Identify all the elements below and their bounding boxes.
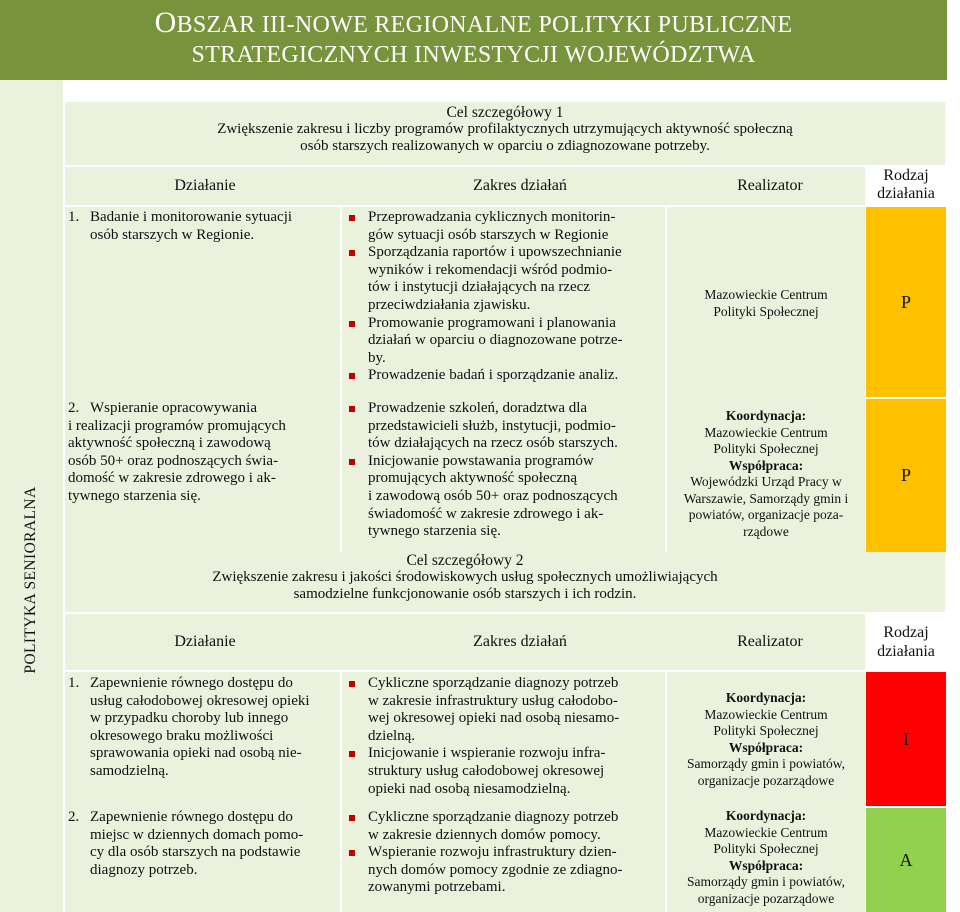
bullet-line: Przeprowadzania cyklicznych monitorin- bbox=[368, 209, 616, 225]
bullet-line: opieki nad osobą niesamodzielną. bbox=[368, 780, 571, 797]
bullet-item bbox=[346, 315, 664, 368]
bullet-line: Cykliczne sporządzanie diagnozy potrzeb bbox=[368, 675, 619, 691]
realizator-line: Samorządy gmin i powiatów, bbox=[686, 874, 846, 889]
col-rodzaj-2-line1: Rodzaj bbox=[883, 624, 929, 641]
cel1-row2-realizator bbox=[668, 408, 864, 540]
action-number: 1. bbox=[68, 675, 80, 691]
realizator-line: Polityki Społecznej bbox=[713, 841, 819, 856]
bullet-line: Promowanie programowani i planowania bbox=[368, 314, 616, 331]
bullet-line: promujących aktywność społeczną bbox=[368, 470, 578, 487]
bullet-line: nych domów pomocy zgodnie ze zdiagno- bbox=[368, 861, 623, 878]
cel1-row1-action bbox=[68, 209, 338, 244]
bullet-line: przedstawicieli służb, instytucji, podmio- bbox=[368, 417, 616, 434]
cel1-line-1: Zwiększenie zakresu i liczby programów profilaktycznych utrzymujących aktywność społeczną bbox=[217, 121, 793, 137]
action-line: Wspieranie opracowywania bbox=[90, 400, 258, 416]
action-line: i realizacji programów promujących bbox=[68, 417, 286, 434]
realizator-line: Warszawie, Samorządy gmin i bbox=[683, 490, 849, 506]
action-line: osób starszych w Regionie. bbox=[90, 226, 255, 243]
realizator-line: powiatów, organizacje poza- bbox=[688, 507, 844, 522]
action-line: domość w zakresie zdrowego i ak- bbox=[68, 470, 276, 487]
divider bbox=[665, 672, 667, 912]
action-line: Zapewnienie równego dostępu do bbox=[90, 809, 293, 825]
realizator-line: Mazowieckie Centrum bbox=[704, 287, 828, 302]
col-rodzaj-1-line2: działania bbox=[877, 185, 935, 202]
bullet-line: Prowadzenie szkoleń, doradztwa dla bbox=[368, 400, 588, 416]
rodzaj-value: I bbox=[903, 728, 909, 749]
bullet-line: tywnego starzenia się. bbox=[368, 523, 501, 540]
bullet-line: struktury usług całodobowej okresowej bbox=[368, 762, 605, 779]
action-number: 2. bbox=[68, 809, 80, 825]
realizator-line: Polityki Społecznej bbox=[713, 303, 819, 319]
bullet-line: Wspieranie rozwoju infrastruktury dzien- bbox=[368, 844, 617, 861]
rodzaj-badge bbox=[866, 399, 946, 552]
divider bbox=[340, 672, 342, 912]
bullet-line: tów i instytucji działających na rzecz bbox=[368, 279, 590, 296]
bullet-item bbox=[346, 244, 664, 314]
cel2-row1-action bbox=[68, 675, 338, 781]
rodzaj-value: A bbox=[899, 849, 913, 870]
realizator-line: Polityki Społecznej bbox=[713, 723, 819, 738]
wspolpraca-label: Współpraca: bbox=[728, 457, 804, 473]
side-label: POLITYKA SENIORALNA bbox=[22, 486, 39, 674]
col-dzialanie-2: Działanie bbox=[174, 633, 236, 650]
cel2-row2-zakres bbox=[346, 809, 664, 897]
bullet-item bbox=[346, 745, 664, 798]
bullet-item bbox=[346, 400, 664, 453]
realizator-line: Mazowieckie Centrum bbox=[704, 424, 828, 440]
action-line: sprawowania opieki nad osobą nie- bbox=[90, 745, 302, 762]
bullet-line: Inicjowanie powstawania programów bbox=[368, 452, 594, 469]
cel2-band bbox=[65, 552, 945, 612]
cel1-row2-zakres bbox=[346, 400, 664, 541]
cel1-band bbox=[65, 102, 945, 165]
rodzaj-badge bbox=[866, 672, 946, 806]
realizator-line: rządowe bbox=[743, 523, 789, 539]
action-line: osób 50+ oraz podnoszących świa- bbox=[68, 452, 279, 469]
bullet-item bbox=[346, 844, 664, 897]
cel1-line-2: osób starszych realizowanych w oparciu o zdiagnozowane potrzeby. bbox=[300, 138, 710, 154]
rodzaj-badge bbox=[866, 808, 946, 912]
col-rodzaj-1 bbox=[866, 167, 946, 205]
action-line: w przypadku choroby lub innego bbox=[90, 710, 289, 727]
bullet-line: Sporządzania raportów i upowszechnianie bbox=[368, 244, 622, 261]
col-zakres-2: Zakres działań bbox=[473, 633, 567, 650]
bullet-line: świadomość w zakresie zdrowego i ak- bbox=[368, 505, 604, 522]
col-rodzaj-1-line1: Rodzaj bbox=[883, 167, 929, 184]
bullet-line: i zawodową osób 50+ oraz podnoszących bbox=[368, 487, 618, 504]
col-dzialanie-1: Działanie bbox=[174, 177, 236, 194]
bullet-line: by. bbox=[368, 349, 386, 366]
realizator-line: organizacje pozarządowe bbox=[697, 890, 835, 906]
bullet-line: zowanymi potrzebami. bbox=[368, 879, 506, 896]
action-line: samodzielną. bbox=[90, 762, 169, 779]
cel2-line-2: samodzielne funkcjonowanie osób starszych i ich rodzin. bbox=[293, 586, 637, 602]
koordynacja-label: Koordynacja: bbox=[725, 808, 807, 823]
cel2-line-1: Zwiększenie zakresu i jakości środowiskowych usług społecznych umożliwiających bbox=[212, 569, 718, 585]
header-line-1-initial: O bbox=[154, 6, 177, 39]
action-line: tywnego starzenia się. bbox=[68, 487, 201, 504]
koordynacja-label: Koordynacja: bbox=[725, 690, 807, 705]
action-line: Badanie i monitorowanie sytuacji bbox=[90, 209, 293, 225]
bullet-line: wyników i rekomendacji wśród podmio- bbox=[368, 261, 613, 278]
cel2-title: Cel szczegółowy 2 bbox=[406, 552, 524, 569]
page-header bbox=[0, 0, 947, 80]
bullet-item bbox=[346, 367, 664, 385]
realizator-line: Samorządy gmin i powiatów, bbox=[686, 756, 846, 771]
wspolpraca-label: Współpraca: bbox=[728, 739, 804, 755]
col-rodzaj-2-line2: działania bbox=[877, 643, 935, 660]
divider bbox=[665, 207, 667, 552]
header-line-1-rest: BSZAR III-NOWE REGIONALNE POLITYKI PUBLICZNE bbox=[176, 12, 793, 38]
bullet-line: dzielną. bbox=[368, 727, 416, 744]
bullet-line: tów działających na rzecz osób starszych. bbox=[368, 435, 618, 452]
koordynacja-label: Koordynacja: bbox=[725, 408, 807, 423]
cel2-row2-action bbox=[68, 809, 338, 879]
bullet-line: wej okresowej opieki nad osobą niesamo- bbox=[368, 710, 620, 727]
bullet-item bbox=[346, 809, 664, 844]
rodzaj-badge bbox=[866, 207, 946, 397]
bullet-line: działań w oparciu o diagnozowane potrze- bbox=[368, 332, 623, 349]
bullet-line: Inicjowanie i wspieranie rozwoju infra- bbox=[368, 745, 606, 762]
bullet-item bbox=[346, 453, 664, 541]
action-number: 2. bbox=[68, 400, 80, 416]
action-line: usług całodobowej okresowej opieki bbox=[90, 692, 310, 709]
action-line: diagnozy potrzeb. bbox=[90, 861, 198, 878]
bullet-line: Cykliczne sporządzanie diagnozy potrzeb bbox=[368, 809, 619, 825]
col-zakres-1: Zakres działań bbox=[473, 177, 567, 194]
cel1-row2-action bbox=[68, 400, 338, 506]
rodzaj-value: P bbox=[900, 465, 911, 485]
column-headers-2 bbox=[65, 614, 865, 670]
bullet-item bbox=[346, 675, 664, 745]
wspolpraca-label: Współpraca: bbox=[728, 857, 804, 873]
action-number: 1. bbox=[68, 209, 80, 225]
bullet-line: Prowadzenie badań i sporządzanie analiz. bbox=[368, 367, 619, 384]
bullet-line: gów sytuacji osób starszych w Regionie bbox=[368, 226, 609, 243]
col-realizator-1: Realizator bbox=[737, 177, 803, 194]
cel2-row1-zakres bbox=[346, 675, 664, 798]
action-line: Zapewnienie równego dostępu do bbox=[90, 675, 293, 691]
side-column bbox=[0, 80, 63, 912]
cel1-row1-zakres bbox=[346, 209, 664, 385]
action-line: aktywność społeczną i zawodową bbox=[68, 435, 271, 452]
cel1-title: Cel szczegółowy 1 bbox=[446, 104, 564, 121]
realizator-line: organizacje pozarządowe bbox=[697, 772, 835, 788]
action-line: cy dla osób starszych na podstawie bbox=[90, 844, 301, 861]
col-rodzaj-2 bbox=[866, 614, 946, 670]
bullet-line: w zakresie dziennych domów pomocy. bbox=[368, 826, 601, 843]
cel2-row2-realizator bbox=[668, 808, 864, 907]
column-headers-1 bbox=[65, 167, 865, 205]
bullet-line: przeciwdziałania zjawisku. bbox=[368, 296, 531, 313]
realizator-line: Mazowieckie Centrum bbox=[704, 824, 828, 840]
action-line: miejsc w dziennych domach pomo- bbox=[90, 826, 304, 843]
realizator-line: Mazowieckie Centrum bbox=[704, 706, 828, 722]
cel2-row1-realizator bbox=[668, 690, 864, 789]
action-line: okresowego braku możliwości bbox=[90, 727, 274, 744]
rodzaj-value: P bbox=[900, 291, 911, 312]
realizator-line: Wojewódzki Urząd Pracy w bbox=[690, 474, 842, 489]
col-realizator-2: Realizator bbox=[737, 633, 803, 650]
divider bbox=[340, 207, 342, 552]
cel1-row1-realizator bbox=[668, 287, 864, 320]
header-line-2: STRATEGICZNYCH INWESTYCJI WOJEWÓDZTWA bbox=[191, 42, 756, 68]
bullet-item bbox=[346, 209, 664, 244]
realizator-line: Polityki Społecznej bbox=[713, 441, 819, 456]
bullet-line: w zakresie infrastruktury usług całodobo- bbox=[368, 692, 618, 709]
